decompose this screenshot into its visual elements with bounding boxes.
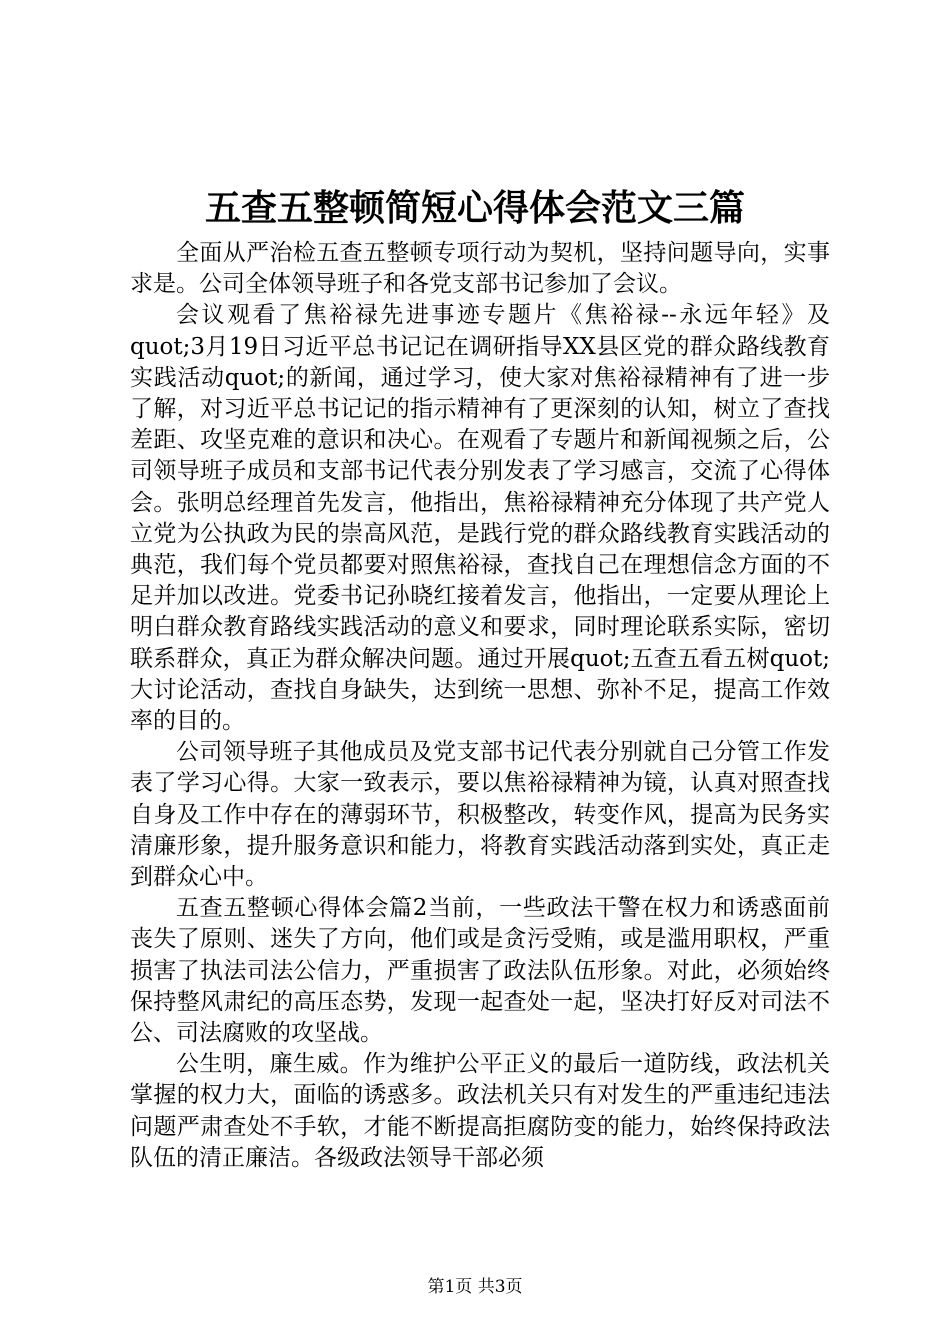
document-title: 五查五整顿简短心得体会范文三篇 bbox=[204, 187, 745, 229]
paragraph-3: 公司领导班子其他成员及党支部书记代表分别就自己分管工作发表了学习心得。大家一致表示，要以焦裕禄精神为镜，认真对照查找自身及工作中存在的薄弱环节，积极整改，转变作风，提高为民务实清廉形象，提升服务意识和能力，将教育实践活动落到实处，真正走到群众心中。 bbox=[130, 739, 830, 891]
page-footer: 第1页 共3页 bbox=[427, 1277, 523, 1297]
paragraph-2: 会议观看了焦裕禄先进事迹专题片《焦裕禄--永远年轻》及quot;3月19日习近平总书记记在调研指导XX县区党的群众路线教育实践活动quot;的新闻，通过学习，使大家对焦裕禄精神有了进一步了解，对习近平总书记记的指示精神有了更深刻的认知，树立了查找差距、攻坚克难的意识和决心。在观看了专题片和新闻视频之后，公司领导班子成员和支部书记代表分别发表了学习感言，交流了心得体会。张明总经理首先发言，他指出，焦裕禄精神充分体现了共产党人立党为公执政为民的崇高风范，是践行党的群众路线教育实践活动的典范，我们每个党员都要对照焦裕禄，查找自己在理想信念方面的不足并加以改进。党委书记孙晓红接着发言，他指出，一定要从理论上明白群众教育路线实践活动的意义和要求，同时理论联系实际，密切联系群众，真正为群众解决问题。通过开展quot;五查五看五树quot;大讨论活动，查找自身缺失，达到统一思想、弥补不足，提高工作效率的目的。 bbox=[130, 302, 830, 735]
document-body bbox=[130, 238, 830, 1174]
paragraph-5: 公生明，廉生威。作为维护公平正义的最后一道防线，政法机关掌握的权力大，面临的诱惑多。政法机关只有对发生的严重违纪违法问题严肃查处不手软，才能不断提高拒腐防变的能力，始终保持政法队伍的清正廉洁。各级政法领导干部必须 bbox=[130, 1051, 830, 1171]
paragraph-1: 全面从严治检五查五整顿专项行动为契机，坚持问题导向，实事求是。公司全体领导班子和各党支部书记参加了会议。 bbox=[130, 240, 830, 298]
paragraph-4: 五查五整顿心得体会篇2当前，一些政法干警在权力和诱惑面前丧失了原则、迷失了方向，他们或是贪污受贿，或是滥用职权，严重损害了执法司法公信力，严重损害了政法队伍形象。对此，必须始终保持整风肃纪的高压态势，发现一起查处一起，坚决打好反对司法不公、司法腐败的攻坚战。 bbox=[130, 895, 830, 1047]
